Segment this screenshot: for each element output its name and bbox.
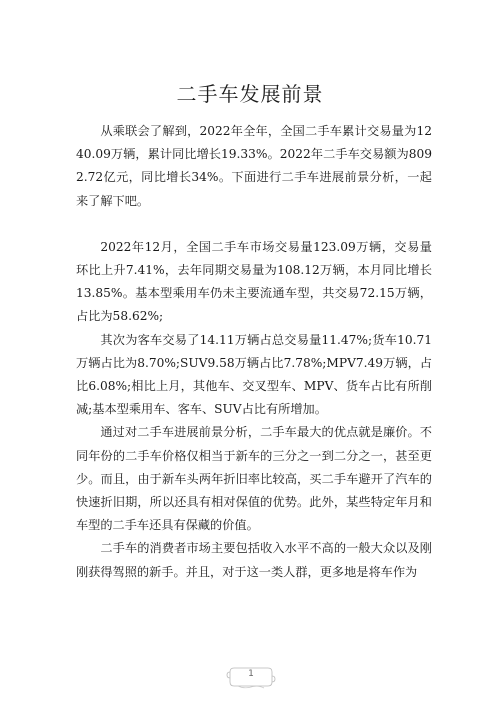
paragraph-1: 从乘联会了解到，2022年全年，全国二手车累计交易量为1240.09万辆，累计同比增长19.33%。2022年二手车交易额为8092.72亿元，同比增长34%。下面进行二手车进展前景分析，一起来了解下吧。 bbox=[76, 124, 432, 208]
document-body bbox=[76, 120, 432, 584]
paragraph-2: 2022年12月，全国二手车市场交易量123.09万辆，交易量环比上升7.41%，去年同期交易量为108.12万辆，本月同比增长13.85%。基本型乘用车仍未主要流通车型，共交易72.15万辆，占比为58.62%; bbox=[76, 239, 432, 324]
page-footer bbox=[226, 664, 276, 690]
document-title: 二手车发展前景 bbox=[176, 82, 324, 106]
paragraph-3: 其次为客车交易了14.11万辆占总交易量11.47%;货车10.71万辆占比为8.70%;SUV9.58万辆占比7.78%;MPV7.49万辆，占比6.08%;相比上月，其他车、交叉型车、MPV、货车占比有所削减;基本型乘用车、客车、SUV占比有所增加。 bbox=[76, 332, 432, 417]
paragraph-5: 二手车的消费者市场主要包括收入水平不高的一般大众以及刚刚获得驾照的新手。并且，对于这一类人群，更多地是将车作为 bbox=[76, 541, 432, 579]
page-number: 1 bbox=[248, 669, 254, 679]
paragraph-4: 通过对二手车进展前景分析，二手车最大的优点就是廉价。不同年份的二手车价格仅相当于新车的三分之一到二分之一，甚至更少。而且，由于新车头两年折旧率比较高，买二手车避开了汽车的快速折旧期，所以还具有相对保值的优势。此外，某些特定年月和车型的二手车还具有保藏的价值。 bbox=[76, 425, 432, 533]
